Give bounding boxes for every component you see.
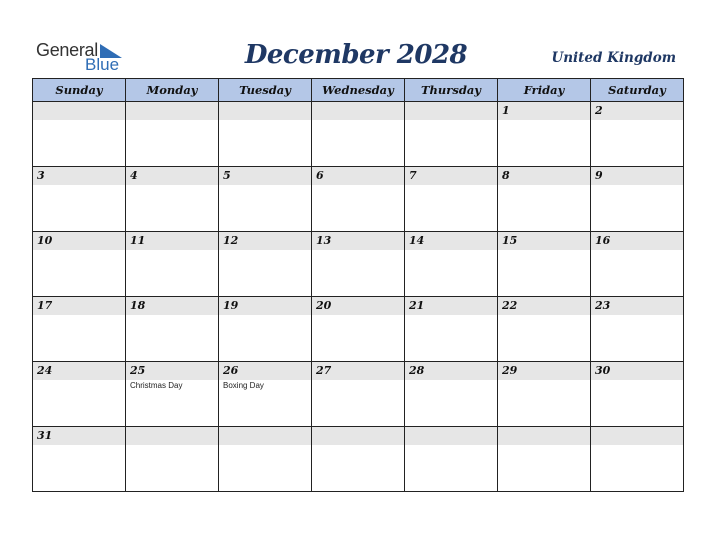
day-cell xyxy=(33,297,126,362)
calendar-title: December 2028 xyxy=(244,40,468,70)
day-header-bar xyxy=(126,167,218,185)
day-header-bar xyxy=(312,102,404,120)
day-cell xyxy=(498,167,591,232)
day-number: 17 xyxy=(37,299,53,312)
day-cell xyxy=(126,362,219,427)
day-cell xyxy=(591,427,684,492)
day-header-bar xyxy=(33,297,125,315)
day-number: 13 xyxy=(316,234,332,247)
day-number: 31 xyxy=(37,429,53,442)
day-header-bar xyxy=(405,362,497,380)
day-header-bar xyxy=(405,232,497,250)
day-header-bar xyxy=(126,232,218,250)
day-number: 20 xyxy=(316,299,332,312)
day-cell xyxy=(33,427,126,492)
day-header-bar xyxy=(498,362,590,380)
day-header-bar xyxy=(591,167,683,185)
day-cell xyxy=(591,232,684,297)
day-header-bar xyxy=(498,102,590,120)
day-header-bar xyxy=(219,167,311,185)
day-cell xyxy=(126,102,219,167)
day-header-bar xyxy=(312,167,404,185)
day-cell xyxy=(33,102,126,167)
day-header-bar xyxy=(498,232,590,250)
day-header-bar xyxy=(405,102,497,120)
day-cell xyxy=(405,427,498,492)
day-number: 26 xyxy=(223,364,239,377)
week-row xyxy=(33,167,684,232)
day-cell xyxy=(312,102,405,167)
day-number: 18 xyxy=(130,299,146,312)
day-cell xyxy=(591,297,684,362)
day-cell xyxy=(405,362,498,427)
day-cell xyxy=(498,297,591,362)
day-header-bar xyxy=(591,102,683,120)
day-header-bar xyxy=(405,167,497,185)
day-number: 28 xyxy=(409,364,425,377)
day-cell xyxy=(33,232,126,297)
day-header-bar xyxy=(126,362,218,380)
logo-blue-text: Blue xyxy=(85,55,120,74)
day-header-bar xyxy=(33,102,125,120)
weekday-header: Saturday xyxy=(591,79,684,102)
weekday-header: Monday xyxy=(126,79,219,102)
day-cell xyxy=(405,102,498,167)
day-number: 5 xyxy=(223,169,231,182)
country-label: United Kingdom xyxy=(551,50,676,66)
day-cell xyxy=(312,297,405,362)
day-cell xyxy=(591,167,684,232)
day-number: 30 xyxy=(595,364,611,377)
day-cell xyxy=(498,102,591,167)
day-header-bar xyxy=(498,167,590,185)
day-cell xyxy=(126,297,219,362)
day-cell xyxy=(405,297,498,362)
day-header-bar xyxy=(219,232,311,250)
day-header-bar xyxy=(33,167,125,185)
day-number: 4 xyxy=(130,169,138,182)
day-number: 8 xyxy=(502,169,510,182)
calendar-grid xyxy=(32,78,684,492)
day-cell xyxy=(498,362,591,427)
day-cell xyxy=(312,362,405,427)
day-cell xyxy=(126,167,219,232)
day-cell xyxy=(126,427,219,492)
day-cell xyxy=(33,362,126,427)
day-number: 6 xyxy=(316,169,324,182)
day-cell xyxy=(219,232,312,297)
day-cell xyxy=(219,102,312,167)
weekday-header: Thursday xyxy=(405,79,498,102)
day-header-bar xyxy=(219,362,311,380)
day-header-bar xyxy=(33,232,125,250)
day-cell xyxy=(312,232,405,297)
day-cell xyxy=(498,232,591,297)
day-number: 12 xyxy=(223,234,239,247)
day-header-bar xyxy=(405,427,497,445)
day-header-bar xyxy=(126,427,218,445)
day-header-bar xyxy=(312,362,404,380)
day-cell xyxy=(591,362,684,427)
day-header-bar xyxy=(591,362,683,380)
day-number: 19 xyxy=(223,299,239,312)
day-header-bar xyxy=(591,297,683,315)
day-header-bar xyxy=(312,232,404,250)
week-row xyxy=(33,297,684,362)
day-header-bar xyxy=(33,427,125,445)
day-number: 21 xyxy=(409,299,425,312)
day-cell xyxy=(312,167,405,232)
weekday-header: Tuesday xyxy=(219,79,312,102)
day-header-bar xyxy=(219,297,311,315)
day-header-bar xyxy=(312,427,404,445)
week-row xyxy=(33,362,684,427)
day-header-bar xyxy=(219,427,311,445)
weekday-header: Wednesday xyxy=(312,79,405,102)
day-number: 9 xyxy=(595,169,603,182)
day-number: 25 xyxy=(130,364,146,377)
day-header-bar xyxy=(33,362,125,380)
day-header-bar xyxy=(312,297,404,315)
day-cell xyxy=(126,232,219,297)
weekday-header: Sunday xyxy=(33,79,126,102)
day-cell xyxy=(33,167,126,232)
day-number: 14 xyxy=(409,234,425,247)
day-header-bar xyxy=(591,427,683,445)
day-number: 3 xyxy=(37,169,45,182)
day-header-bar xyxy=(126,102,218,120)
day-number: 15 xyxy=(502,234,518,247)
day-header-bar xyxy=(591,232,683,250)
day-cell xyxy=(219,362,312,427)
day-cell xyxy=(219,297,312,362)
day-number: 7 xyxy=(409,169,417,182)
day-number: 11 xyxy=(130,234,146,247)
day-cell xyxy=(591,102,684,167)
day-cell xyxy=(219,427,312,492)
day-number: 22 xyxy=(502,299,518,312)
day-header-bar xyxy=(498,297,590,315)
day-cell xyxy=(405,167,498,232)
weekday-header: Friday xyxy=(498,79,591,102)
day-header-bar xyxy=(498,427,590,445)
week-row xyxy=(33,427,684,492)
week-row xyxy=(33,102,684,167)
day-header-bar xyxy=(219,102,311,120)
logo-general-text: General xyxy=(36,40,98,60)
day-header-bar xyxy=(126,297,218,315)
day-cell xyxy=(498,427,591,492)
day-number: 1 xyxy=(502,104,510,117)
day-cell xyxy=(312,427,405,492)
day-number: 16 xyxy=(595,234,611,247)
weekday-header-row xyxy=(33,79,684,102)
day-number: 29 xyxy=(502,364,518,377)
day-number: 24 xyxy=(37,364,53,377)
day-number: 23 xyxy=(595,299,611,312)
day-cell xyxy=(219,167,312,232)
holiday-label: Christmas Day xyxy=(130,381,183,390)
day-number: 10 xyxy=(37,234,53,247)
week-row xyxy=(33,232,684,297)
day-number: 2 xyxy=(595,104,603,117)
day-number: 27 xyxy=(316,364,332,377)
day-header-bar xyxy=(405,297,497,315)
holiday-label: Boxing Day xyxy=(223,381,264,390)
day-cell xyxy=(405,232,498,297)
